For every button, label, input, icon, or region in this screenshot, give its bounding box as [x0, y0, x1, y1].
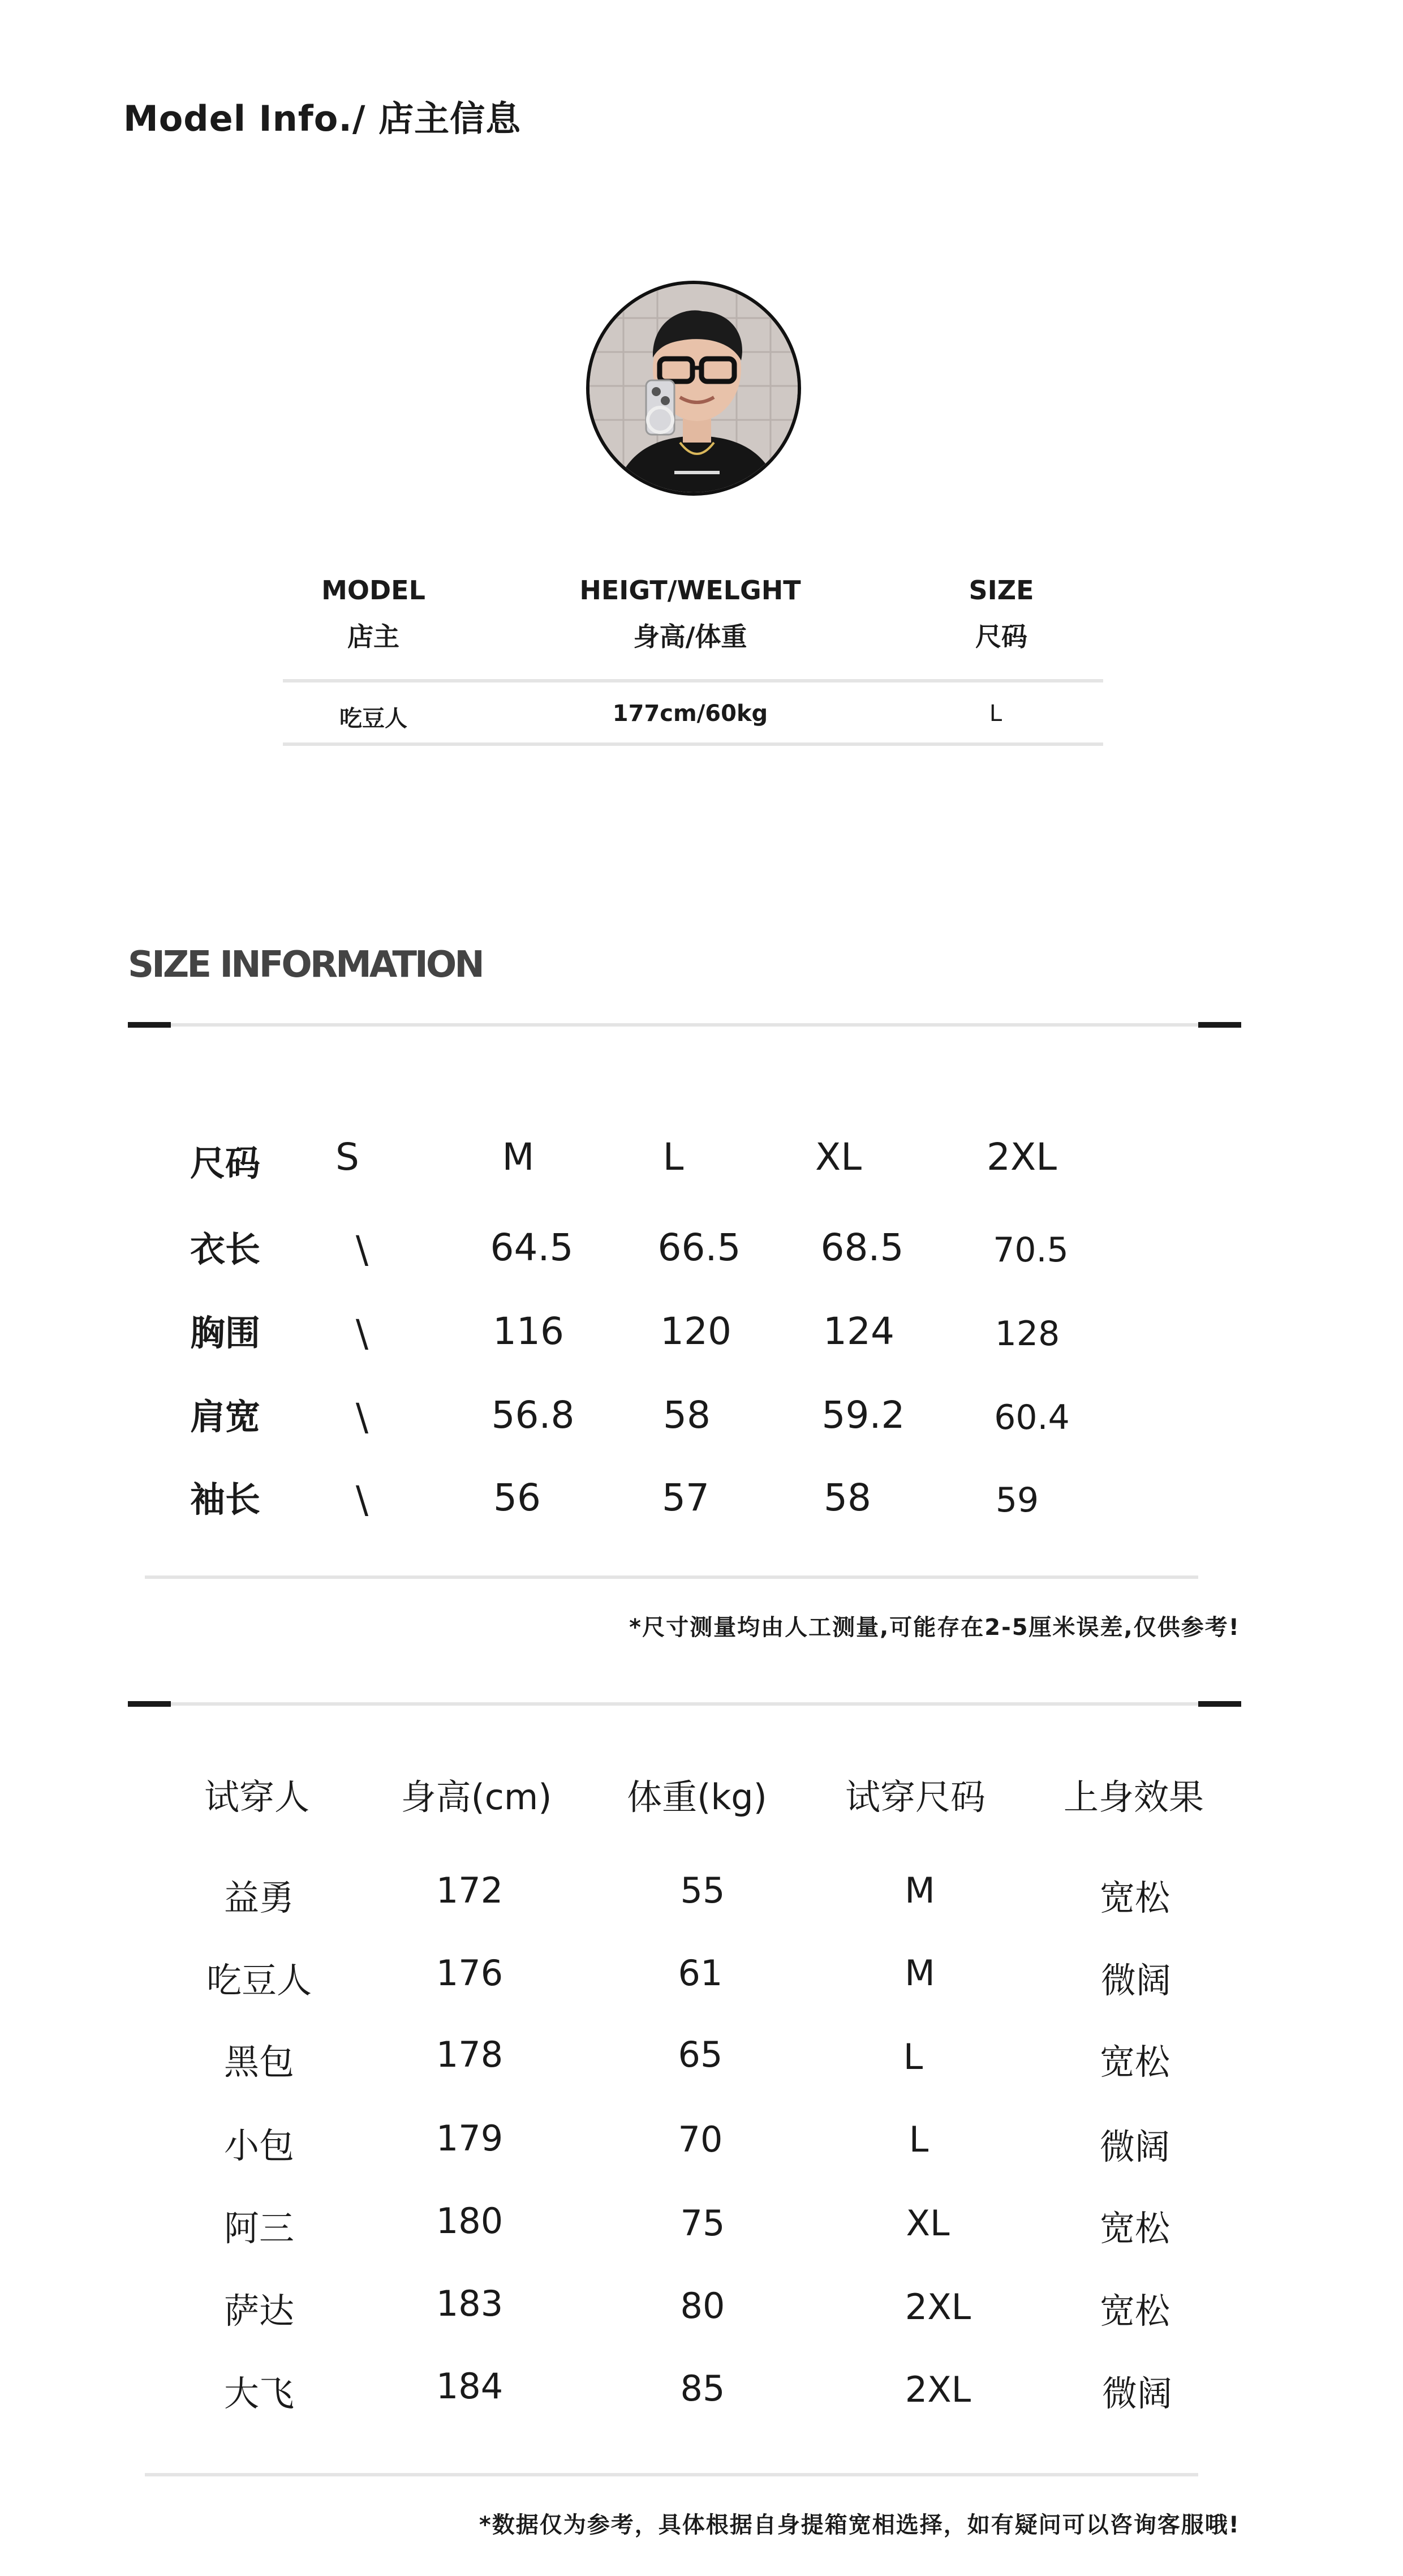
size-cell: 124 — [823, 1310, 894, 1353]
model-height-weight-value: 177cm/60kg — [612, 701, 768, 727]
size-col-header — [928, 567, 1075, 660]
size-header-2xl: 2XL — [987, 1135, 1057, 1179]
try-on-person: 黑包 — [223, 2041, 295, 2083]
try-on-weight: 61 — [678, 1952, 723, 1994]
try-on-reference-note: *数据仅为参考，具体根据自身提箱宽相选择，如有疑问可以咨询客服哦! — [479, 2512, 1240, 2538]
try-on-height: 176 — [436, 1952, 503, 1994]
size-header-m: M — [502, 1135, 535, 1179]
model-table-bottom-rule — [283, 742, 1103, 746]
size-cell: 116 — [493, 1310, 564, 1353]
try-on-fit: 微阔 — [1099, 2126, 1170, 2167]
size-cell: 56 — [493, 1476, 541, 1519]
try-on-rule-left-dash — [128, 1701, 171, 1707]
size-cell: \ — [355, 1396, 369, 1439]
model-avatar — [586, 281, 801, 496]
try-on-header-weight: 体重(kg) — [627, 1776, 767, 1818]
size-cell: 59.2 — [821, 1393, 905, 1437]
size-row-label: 胸围 — [190, 1312, 261, 1354]
try-on-fit: 微阔 — [1100, 1960, 1172, 2001]
try-on-size: 2XL — [905, 2369, 971, 2410]
try-on-weight: 70 — [678, 2119, 723, 2160]
size-cell: \ — [355, 1312, 369, 1355]
avatar-photo-icon — [589, 284, 801, 496]
section-rule-left-dash — [128, 1022, 171, 1028]
try-on-person: 吃豆人 — [206, 1960, 312, 2001]
size-cell: 66.5 — [657, 1226, 741, 1269]
model-col-header-en: MODEL — [321, 575, 425, 606]
size-row-label: 衣长 — [190, 1229, 261, 1270]
try-on-height: 184 — [436, 2365, 503, 2407]
height-weight-col-header-en: HEIGT/WELGHT — [579, 575, 801, 606]
size-cell: \ — [355, 1478, 369, 1522]
size-cell: 57 — [662, 1476, 709, 1519]
size-col-header-zh: 尺码 — [975, 621, 1027, 652]
section-rule-right-dash — [1198, 1022, 1241, 1028]
height-weight-col-header — [554, 567, 826, 660]
try-on-size: L — [909, 2119, 929, 2160]
model-name-value: 吃豆人 — [339, 706, 407, 732]
model-col-header-zh: 店主 — [347, 621, 399, 652]
model-col-header — [294, 567, 453, 660]
try-on-weight: 85 — [680, 2368, 725, 2409]
try-on-person: 阿三 — [223, 2208, 295, 2249]
size-cell: 68.5 — [820, 1226, 904, 1269]
try-on-weight: 75 — [680, 2203, 725, 2244]
size-header-s: S — [335, 1135, 359, 1179]
size-cell: 70.5 — [993, 1230, 1069, 1270]
try-on-fit: 宽松 — [1099, 2041, 1170, 2083]
try-on-person: 益勇 — [223, 1877, 295, 1918]
size-header-l: L — [662, 1135, 684, 1179]
try-on-height: 179 — [436, 2118, 503, 2159]
try-on-size: L — [903, 2036, 923, 2077]
height-weight-col-header-zh: 身高/体重 — [633, 621, 747, 652]
try-on-size: XL — [906, 2203, 950, 2244]
try-on-weight: 80 — [680, 2285, 725, 2326]
section-rule — [171, 1023, 1198, 1027]
size-cell: 64.5 — [490, 1226, 574, 1269]
try-on-height: 180 — [436, 2200, 503, 2242]
try-on-size: 2XL — [905, 2286, 971, 2328]
size-cell: 120 — [660, 1310, 731, 1353]
try-on-person: 大飞 — [223, 2373, 295, 2414]
model-size-value: L — [989, 701, 1002, 727]
try-on-weight: 65 — [678, 2034, 723, 2075]
size-header-label: 尺码 — [190, 1143, 261, 1184]
try-on-weight: 55 — [680, 1870, 725, 1911]
try-on-header-fit: 上身效果 — [1063, 1776, 1204, 1818]
size-row-label: 袖长 — [190, 1479, 261, 1520]
size-cell: 58 — [824, 1476, 871, 1519]
try-on-person: 萨达 — [223, 2290, 295, 2332]
try-on-fit: 微阔 — [1101, 2373, 1173, 2414]
size-header-xl: XL — [815, 1135, 862, 1179]
try-on-fit: 宽松 — [1099, 2208, 1170, 2249]
try-on-height: 183 — [436, 2283, 503, 2324]
try-on-header-person: 试穿人 — [204, 1776, 310, 1818]
size-cell: 59 — [995, 1480, 1039, 1520]
try-on-rule — [171, 1702, 1198, 1706]
size-cell: 60.4 — [994, 1398, 1070, 1437]
size-table-bottom-rule — [145, 1575, 1198, 1579]
try-on-rule-right-dash — [1198, 1701, 1241, 1707]
size-cell: 128 — [995, 1314, 1060, 1354]
try-on-header-height: 身高(cm) — [401, 1776, 552, 1818]
model-info-title: Model Info./ 店主信息 — [123, 98, 522, 139]
try-on-header-size: 试穿尺码 — [845, 1776, 986, 1818]
size-cell: 58 — [663, 1393, 711, 1437]
try-on-height: 172 — [436, 1870, 503, 1911]
model-table-top-rule — [283, 679, 1103, 682]
try-on-person: 小包 — [223, 2125, 295, 2166]
try-on-size: M — [905, 1952, 935, 1994]
try-on-fit: 宽松 — [1099, 1877, 1170, 1918]
try-on-size: M — [905, 1870, 935, 1911]
size-cell: \ — [355, 1228, 369, 1272]
try-on-fit: 宽松 — [1099, 2290, 1170, 2332]
try-on-height: 178 — [436, 2034, 503, 2075]
try-on-table-bottom-rule — [145, 2473, 1198, 2476]
size-cell: 56.8 — [491, 1393, 575, 1437]
size-row-label: 肩宽 — [190, 1396, 261, 1437]
size-measurement-note: *尺寸测量均由人工测量,可能存在2-5厘米误差,仅供参考! — [629, 1615, 1240, 1641]
size-col-header-en: SIZE — [969, 575, 1034, 606]
size-information-title: SIZE INFORMATION — [128, 944, 483, 986]
